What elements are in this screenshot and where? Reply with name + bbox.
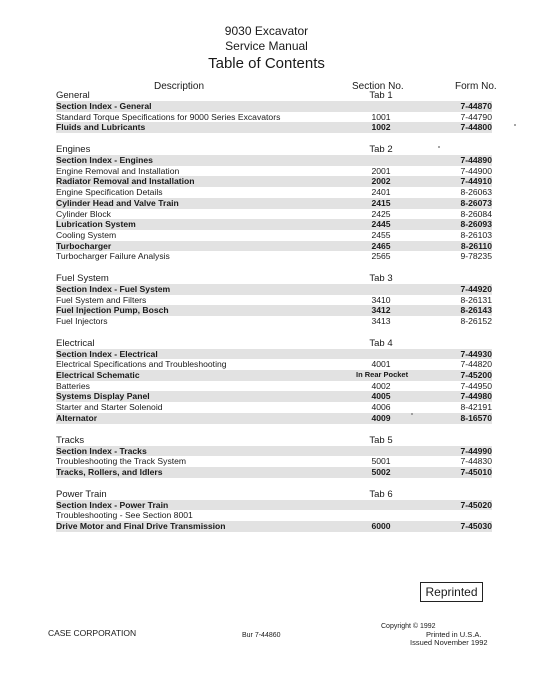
entry-section-number: 2565 bbox=[371, 251, 391, 262]
entry-form-number: 8-26073 bbox=[460, 197, 492, 208]
entry-form-number: 7-45200 bbox=[460, 370, 492, 381]
entry-form-number: 8-26143 bbox=[460, 305, 492, 316]
toc-row bbox=[56, 359, 492, 370]
toc-row bbox=[56, 101, 492, 112]
entry-form-number: 8-42191 bbox=[460, 402, 492, 413]
entry-description: Fluids and Lubricants bbox=[56, 122, 146, 133]
toc-row bbox=[56, 510, 492, 521]
entry-form-number: 7-44790 bbox=[460, 111, 492, 122]
entry-description: Engine Removal and Installation bbox=[56, 165, 180, 176]
entry-form-number: 7-45010 bbox=[460, 466, 492, 477]
toc-row bbox=[56, 198, 492, 209]
entry-section-number: 4006 bbox=[371, 402, 391, 413]
scan-speck bbox=[411, 413, 413, 415]
entry-description: Tracks, Rollers, and Idlers bbox=[56, 466, 163, 477]
toc-row bbox=[56, 284, 492, 295]
entry-section-number: 2465 bbox=[371, 240, 391, 251]
footer-printed-in: Printed in U.S.A. bbox=[426, 630, 482, 639]
entry-form-number: 8-26093 bbox=[460, 219, 492, 230]
column-header-form: Form No. bbox=[455, 81, 497, 92]
entry-description: Cylinder Head and Valve Train bbox=[56, 197, 179, 208]
entry-description: Lubrication System bbox=[56, 219, 136, 230]
entry-description: Fuel Injection Pump, Bosch bbox=[56, 305, 169, 316]
entry-section-number: 5002 bbox=[371, 466, 391, 477]
entry-description: Cylinder Block bbox=[56, 208, 111, 219]
entry-section-number: 1002 bbox=[371, 122, 391, 133]
group-tab-label: Tab 4 bbox=[369, 337, 393, 349]
group-heading bbox=[56, 273, 492, 284]
toc-group bbox=[56, 489, 492, 532]
group-spacer bbox=[56, 424, 492, 435]
toc-row bbox=[56, 349, 492, 360]
toc-row bbox=[56, 316, 492, 327]
entry-form-number: 7-45030 bbox=[460, 520, 492, 531]
toc-row bbox=[56, 402, 492, 413]
toc-group bbox=[56, 90, 492, 133]
entry-description: Standard Torque Specifications for 9000 Series Excavators bbox=[56, 111, 281, 122]
entry-description: Electrical Specifications and Troubleshooting bbox=[56, 359, 227, 370]
toc-row bbox=[56, 305, 492, 316]
toc-row bbox=[56, 176, 492, 187]
entry-description: Section Index - Fuel System bbox=[56, 283, 171, 294]
toc-row bbox=[56, 500, 492, 511]
toc-row bbox=[56, 381, 492, 392]
group-name: Power Train bbox=[56, 488, 107, 500]
entry-description: Cooling System bbox=[56, 229, 117, 240]
entry-form-number: 8-26131 bbox=[460, 294, 492, 305]
toc-row bbox=[56, 230, 492, 241]
toc-row bbox=[56, 122, 492, 133]
footer-company: CASE CORPORATION bbox=[48, 628, 137, 638]
entry-section-number: 5001 bbox=[371, 456, 391, 467]
table-of-contents bbox=[56, 90, 492, 532]
entry-description: Section Index - Tracks bbox=[56, 445, 147, 456]
group-spacer bbox=[56, 478, 492, 489]
entry-description: Fuel Injectors bbox=[56, 316, 108, 326]
entry-description: Alternator bbox=[56, 412, 98, 423]
entry-section-number: 1001 bbox=[371, 111, 391, 122]
toc-row bbox=[56, 166, 492, 177]
page-title: Table of Contents bbox=[208, 55, 325, 72]
footer-copyright: Copyright © 1992 bbox=[381, 623, 436, 630]
group-heading bbox=[56, 338, 492, 349]
group-spacer bbox=[56, 262, 492, 273]
group-spacer bbox=[56, 327, 492, 338]
entry-form-number: 7-44950 bbox=[460, 380, 492, 391]
group-name: Electrical bbox=[56, 337, 95, 349]
toc-row bbox=[56, 413, 492, 424]
group-heading bbox=[56, 489, 492, 500]
entry-section-number: 4005 bbox=[371, 391, 391, 402]
entry-form-number: 7-44930 bbox=[460, 348, 492, 359]
entry-form-number: 7-44800 bbox=[460, 122, 492, 133]
group-name: General bbox=[56, 90, 90, 101]
toc-row bbox=[56, 209, 492, 220]
group-tab-label: Tab 5 bbox=[369, 434, 393, 446]
entry-form-number: 8-26063 bbox=[460, 187, 492, 198]
entry-form-number: 7-44900 bbox=[460, 165, 492, 176]
entry-section-number: 2001 bbox=[371, 165, 391, 176]
entry-form-number: 7-44910 bbox=[460, 176, 492, 187]
entry-form-number: 8-26084 bbox=[460, 208, 492, 219]
entry-section-number: 3413 bbox=[371, 316, 391, 326]
entry-form-number: 7-44990 bbox=[460, 445, 492, 456]
group-spacer bbox=[56, 133, 492, 144]
entry-section-number: 2415 bbox=[371, 197, 391, 208]
entry-section-number: 3412 bbox=[371, 305, 391, 316]
entry-description: Systems Display Panel bbox=[56, 391, 150, 402]
entry-section-number: 2002 bbox=[371, 176, 391, 187]
toc-row bbox=[56, 456, 492, 467]
toc-row bbox=[56, 521, 492, 532]
entry-description: Engine Specification Details bbox=[56, 187, 163, 198]
group-tab-label: Tab 1 bbox=[369, 90, 393, 101]
group-name: Fuel System bbox=[56, 272, 109, 284]
entry-section-number: 2445 bbox=[371, 219, 391, 230]
scan-speck bbox=[438, 146, 440, 148]
entry-description: Troubleshooting the Track System bbox=[56, 456, 187, 467]
entry-section-number: 4001 bbox=[371, 359, 391, 370]
entry-form-number: 7-44830 bbox=[460, 456, 492, 467]
column-header-description: Description bbox=[154, 81, 205, 92]
entry-form-number: 7-44920 bbox=[460, 283, 492, 294]
toc-row bbox=[56, 446, 492, 457]
group-heading bbox=[56, 435, 492, 446]
manual-model-title: 9030 Excavator bbox=[224, 24, 309, 38]
group-tab-label: Tab 2 bbox=[369, 144, 393, 156]
footer-bur-number: Bur 7-44860 bbox=[242, 632, 281, 639]
entry-form-number: 9-78235 bbox=[460, 251, 492, 262]
group-name: Tracks bbox=[56, 434, 85, 446]
entry-section-number: 4009 bbox=[371, 412, 391, 423]
entry-description: Drive Motor and Final Drive Transmission bbox=[56, 520, 226, 531]
toc-row bbox=[56, 219, 492, 230]
entry-description: Turbocharger bbox=[56, 240, 112, 251]
scan-speck bbox=[514, 124, 516, 126]
entry-section-number: In Rear Pocket bbox=[356, 370, 409, 380]
toc-row bbox=[56, 187, 492, 198]
entry-description: Troubleshooting - See Section 8001 bbox=[56, 510, 193, 521]
entry-form-number: 7-44870 bbox=[460, 101, 492, 111]
reprinted-stamp: Reprinted bbox=[420, 582, 483, 602]
toc-group bbox=[56, 435, 492, 478]
entry-description: Section Index - Electrical bbox=[56, 348, 158, 359]
entry-description: Turbocharger Failure Analysis bbox=[56, 251, 170, 262]
toc-group bbox=[56, 338, 492, 424]
entry-description: Section Index - Engines bbox=[56, 155, 153, 166]
entry-description: Radiator Removal and Installation bbox=[56, 176, 195, 187]
entry-description: Electrical Schematic bbox=[56, 370, 140, 381]
entry-form-number: 8-16570 bbox=[460, 412, 492, 423]
entry-description: Section Index - General bbox=[56, 101, 152, 111]
entry-form-number: 8-26152 bbox=[460, 316, 492, 326]
manual-type-title: Service Manual bbox=[225, 39, 308, 53]
entry-form-number: 8-26110 bbox=[460, 240, 492, 251]
entry-form-number: 7-45020 bbox=[460, 499, 492, 510]
toc-row bbox=[56, 251, 492, 262]
entry-section-number: 6000 bbox=[371, 520, 391, 531]
group-tab-label: Tab 6 bbox=[369, 488, 393, 500]
toc-row bbox=[56, 467, 492, 478]
entry-description: Batteries bbox=[56, 380, 90, 391]
column-header-section: Section No. bbox=[352, 81, 404, 92]
toc-row bbox=[56, 155, 492, 166]
entry-section-number: 3410 bbox=[371, 294, 391, 305]
entry-description: Section Index - Power Train bbox=[56, 499, 169, 510]
toc-row bbox=[56, 295, 492, 306]
entry-description: Fuel System and Filters bbox=[56, 294, 147, 305]
group-heading bbox=[56, 90, 492, 101]
toc-row bbox=[56, 241, 492, 252]
toc-row bbox=[56, 112, 492, 123]
toc-group bbox=[56, 144, 492, 262]
footer-issued-date: Issued November 1992 bbox=[410, 638, 488, 647]
entry-section-number: 4002 bbox=[371, 380, 391, 391]
entry-form-number: 7-44820 bbox=[460, 359, 492, 370]
group-name: Engines bbox=[56, 144, 91, 156]
entry-section-number: 2455 bbox=[371, 229, 391, 240]
entry-section-number: 2425 bbox=[371, 208, 391, 219]
entry-form-number: 7-44980 bbox=[460, 391, 492, 402]
group-heading bbox=[56, 144, 492, 155]
entry-form-number: 8-26103 bbox=[460, 229, 492, 240]
entry-description: Starter and Starter Solenoid bbox=[56, 402, 163, 413]
toc-row bbox=[56, 391, 492, 402]
entry-section-number: 2401 bbox=[371, 187, 391, 198]
group-tab-label: Tab 3 bbox=[369, 272, 393, 284]
toc-row bbox=[56, 370, 492, 381]
toc-group bbox=[56, 273, 492, 327]
entry-form-number: 7-44890 bbox=[460, 155, 492, 166]
